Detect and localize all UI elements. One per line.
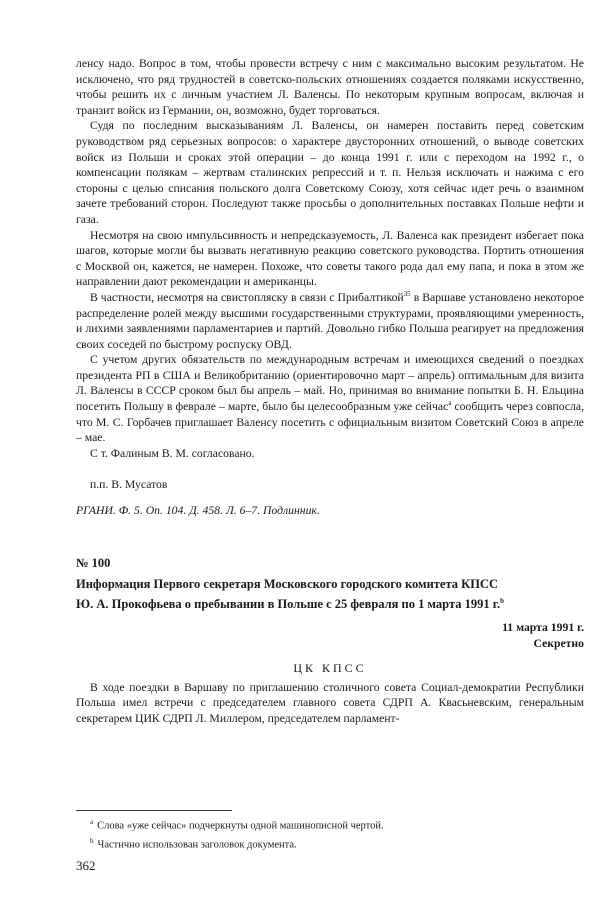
footnote-ref: 35 (403, 290, 411, 299)
footnote (90, 815, 584, 834)
heading-line (76, 594, 584, 614)
paragraph: ленсу надо. Вопрос в том, чтобы провести встречу с ним с максимально высоким результатом. Не исключено, что ряд трудностей в советско-польских отношениях создается поляками искусственно, чтобы решить их с личным участием Л. Валенсы. По некоторым крупным вопросам, включая и транзит войск из Германии, он, возможно, будет торговаться. (76, 57, 584, 117)
document-body (76, 56, 584, 726)
footnote-ref: a (448, 399, 452, 408)
footnotes (90, 815, 584, 852)
agreed-line: С т. Фалиным В. М. согласовано. (90, 446, 255, 460)
document-date: 11 марта 1991 г. (502, 620, 584, 634)
paragraph (76, 352, 584, 446)
addressee: ЦК КПСС (293, 660, 367, 675)
footnote-mark: a (90, 818, 94, 826)
heading-text: Ю. А. Прокофьева о пребывании в Польше с 25 февраля по 1 марта 1991 г. (76, 596, 501, 611)
paragraph: Судя по последним высказываниям Л. Валенсы, он намерен поставить перед советским руководством ряд серьезных вопросов: о характере двусторонних отношений, о выводе советских войск из Польши и сроках этой операции – до конца 1991 г. или с переходом на 1992 г., о компенсации полякам – жертвам сталинских репрессий и т. п. Нельзя исключать и нажима с его стороны с целью списания польского долга Советскому Союзу, хотя сейчас идет речь о взаимном зачете требований сторон. Последуют также просьбы о дополнительных поставках Польше нефти и газа. (76, 119, 584, 226)
paragraph-text: В частности, несмотря на свистопляску в связи с Прибалтикой (90, 290, 404, 304)
paragraph-text: в Варшаве установлено некоторое распределение ролей между высшими государственными структурами, проявляющими умеренность, и лихими заявлениями парламентариев и партий. Довольно гибко Польша реагирует на предложения своих соседей по быстрому роспуску ОВД. (76, 290, 584, 351)
paragraph (76, 290, 584, 352)
classification: Секретно (533, 636, 584, 650)
signature-line: п.п. В. Мусатов (90, 478, 168, 492)
paragraph-text: сообщить через совпосла, что М. С. Горбачев приглашает Валенсу посетить с официальным визитом Советский Союз в апреле – мае. (76, 400, 584, 445)
paragraph: В ходе поездки в Варшаву по приглашению столичного совета Социал-демократии Республики Польша имел встречи с председателем главного совета СДРП А. Квасьневским, генеральным секретарем ЦИК СДРП Л. Миллером, председателем парламент- (76, 680, 584, 725)
footnote-text: Слова «уже сейчас» подчеркнуты одной машинописной чертой. (97, 820, 384, 832)
footnote-text: Частично использован заголовок документа. (97, 839, 297, 850)
document-heading (76, 574, 584, 614)
heading-line: Информация Первого секретаря Московского городского комитета КПСС (76, 576, 498, 591)
paragraph-text: С учетом других обязательств по международным встречам и имеющихся сведений о поездках президента РП в США и Великобританию (ориентировочно март – апрель) оптимальным для визита Л. Валенсы в СССР сроком был бы апрель – май. Но, принимая во внимание попытки Б. Н. Ельцина посетить Польшу в феврале – марте, было бы целесообразным уже сейчас (76, 353, 584, 414)
archive-source: РГАНИ. Ф. 5. Оп. 104. Д. 458. Л. 6–7. Подлинник. (76, 504, 320, 518)
footnote-mark: b (90, 836, 94, 845)
footnote-divider (76, 810, 232, 811)
footnote-ref: b (500, 596, 505, 605)
page-number: 362 (76, 858, 96, 873)
paragraph: Несмотря на свою импульсивность и непредсказуемость, Л. Валенса как президент избегает пока шагов, которые могли бы вызвать негативную реакцию советского руководства. Портить отношения с Москвой он, кажется, не намерен. Похоже, что советы такого рода дал ему папа, и пока в этом же направлении дают рекомендации и американцы. (76, 228, 584, 289)
footnote (90, 834, 584, 853)
document-number: № 100 (76, 555, 111, 570)
